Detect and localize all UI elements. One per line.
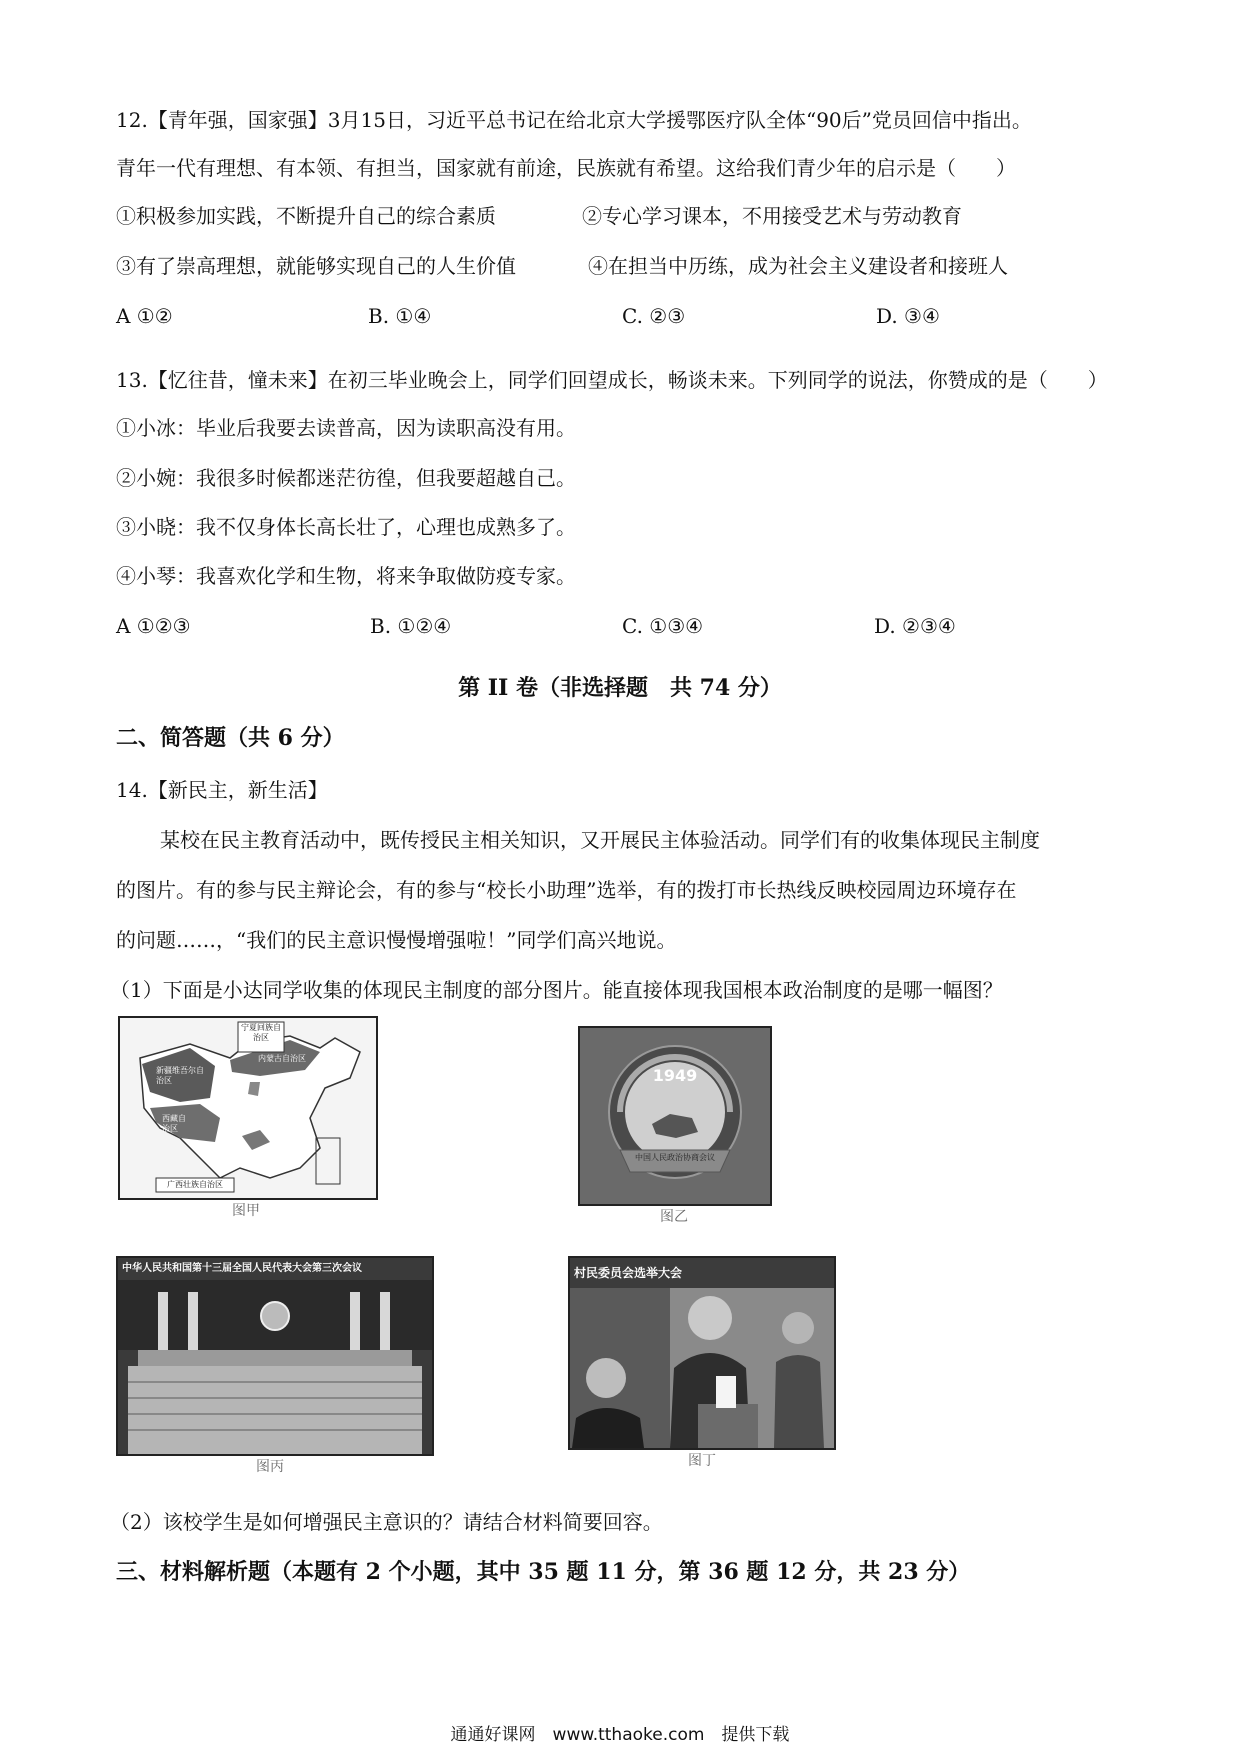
figure-ding-caption: 图丁 bbox=[688, 1453, 716, 1469]
figure-ding-frame bbox=[568, 1256, 836, 1450]
q12-item-3: ③有了崇高理想，就能够实现自己的人生价值 bbox=[116, 254, 516, 278]
figure-yi-caption: 图乙 bbox=[660, 1209, 688, 1225]
q14-subquestion-2: （2）该校学生是如何增强民主意识的？请结合材料简要回容。 bbox=[110, 1510, 663, 1534]
map-label-neimenggu: 内蒙古自治区 bbox=[258, 1054, 306, 1063]
q14-material-line2: 的图片。有的参与民主辩论会，有的参与“校长小助理”选举，有的拨打市长热线反映校园周边环境存在 bbox=[116, 878, 1017, 902]
map-label-xinjiang: 新疆维吾尔自治区 bbox=[156, 1066, 204, 1085]
q12-option-b: B. ①④ bbox=[368, 304, 432, 328]
q12-option-c: C. ②③ bbox=[622, 304, 686, 328]
q14-material-line1: 某校在民主教育活动中，既传授民主相关知识，又开展民主体验活动。同学们有的收集体现民主制度 bbox=[160, 828, 1040, 852]
q13-item-2: ②小婉：我很多时候都迷茫彷徨，但我要超越自己。 bbox=[116, 466, 576, 490]
npc-banner-text: 中华人民共和国第十三届全国人民代表大会第三次会议 bbox=[122, 1263, 362, 1274]
q13-option-b: B. ①②④ bbox=[370, 614, 452, 638]
part-2-title: 第 II 卷（非选择题 共 74 分） bbox=[458, 675, 782, 701]
q12-item-2: ②专心学习课本，不用接受艺术与劳动教育 bbox=[582, 204, 962, 228]
figure-jia bbox=[118, 1016, 378, 1219]
q12-option-a: A ①② bbox=[116, 304, 173, 328]
q13-item-1: ①小冰：毕业后我要去读普高，因为读职高没有用。 bbox=[116, 416, 576, 440]
figure-yi-frame bbox=[578, 1026, 772, 1206]
map-label-guangxi: 广西壮族自治区 bbox=[167, 1180, 223, 1189]
figure-jia-frame bbox=[118, 1016, 378, 1200]
figure-bing-caption: 图丙 bbox=[256, 1459, 284, 1475]
village-election-image bbox=[570, 1258, 834, 1448]
q12-stem-line2: 青年一代有理想、有本领、有担当，国家就有前途，民族就有希望。这给我们青少年的启示是（ ） bbox=[116, 156, 1016, 180]
map-label-ningxia: 宁夏回族自治区 bbox=[241, 1023, 281, 1042]
emblem-ribbon-text: 中国人民政治协商会议 bbox=[635, 1153, 715, 1162]
section-3-title: 三、材料解析题（本题有 2 个小题，其中 35 题 11 分，第 36 题 12 分，共 23 分） bbox=[116, 1559, 971, 1585]
q12-stem-line1: 12.【青年强，国家强】3月15日，习近平总书记在给北京大学援鄂医疗队全体“90后”党员回信中指出。 bbox=[116, 108, 1032, 132]
q13-option-a: A ①②③ bbox=[116, 614, 191, 638]
q12-item-4: ④在担当中历练，成为社会主义建设者和接班人 bbox=[588, 254, 1008, 278]
section-2-title: 二、简答题（共 6 分） bbox=[116, 725, 345, 751]
q13-stem: 13.【忆往昔，憧未来】在初三毕业晚会上，同学们回望成长，畅谈未来。下列同学的说法，你赞成的是（ ） bbox=[116, 368, 1108, 392]
q13-option-c: C. ①③④ bbox=[622, 614, 704, 638]
q13-item-4: ④小琴：我喜欢化学和生物，将来争取做防疫专家。 bbox=[116, 564, 576, 588]
emblem-year: 1949 bbox=[652, 1066, 698, 1085]
figure-bing bbox=[116, 1256, 436, 1486]
q13-item-3: ③小晓：我不仅身体长高长壮了，心理也成熟多了。 bbox=[116, 515, 576, 539]
china-map-image bbox=[120, 1018, 376, 1198]
election-banner-text: 村民委员会选举大会 bbox=[574, 1266, 683, 1280]
figure-yi bbox=[578, 1026, 774, 1226]
page-footer: 通通好课网 www.tthaoke.com 提供下载 bbox=[450, 1725, 790, 1745]
cppcc-emblem-image bbox=[580, 1028, 770, 1204]
q13-option-d: D. ②③④ bbox=[874, 614, 956, 638]
q14-material-line3: 的问题……，“我们的民主意识慢慢增强啦！”同学们高兴地说。 bbox=[116, 928, 677, 952]
npc-hall-image bbox=[118, 1258, 432, 1454]
q12-option-d: D. ③④ bbox=[876, 304, 940, 328]
q14-title: 14.【新民主，新生活】 bbox=[116, 778, 328, 802]
figure-jia-caption: 图甲 bbox=[232, 1203, 260, 1219]
figure-bing-frame bbox=[116, 1256, 434, 1456]
q14-subquestion-1: （1）下面是小达同学收集的体现民主制度的部分图片。能直接体现我国根本政治制度的是哪一幅图？ bbox=[110, 978, 1003, 1002]
q12-item-1: ①积极参加实践，不断提升自己的综合素质 bbox=[116, 204, 496, 228]
map-label-xizang: 西藏自治区 bbox=[162, 1114, 186, 1133]
figure-ding bbox=[568, 1256, 838, 1486]
